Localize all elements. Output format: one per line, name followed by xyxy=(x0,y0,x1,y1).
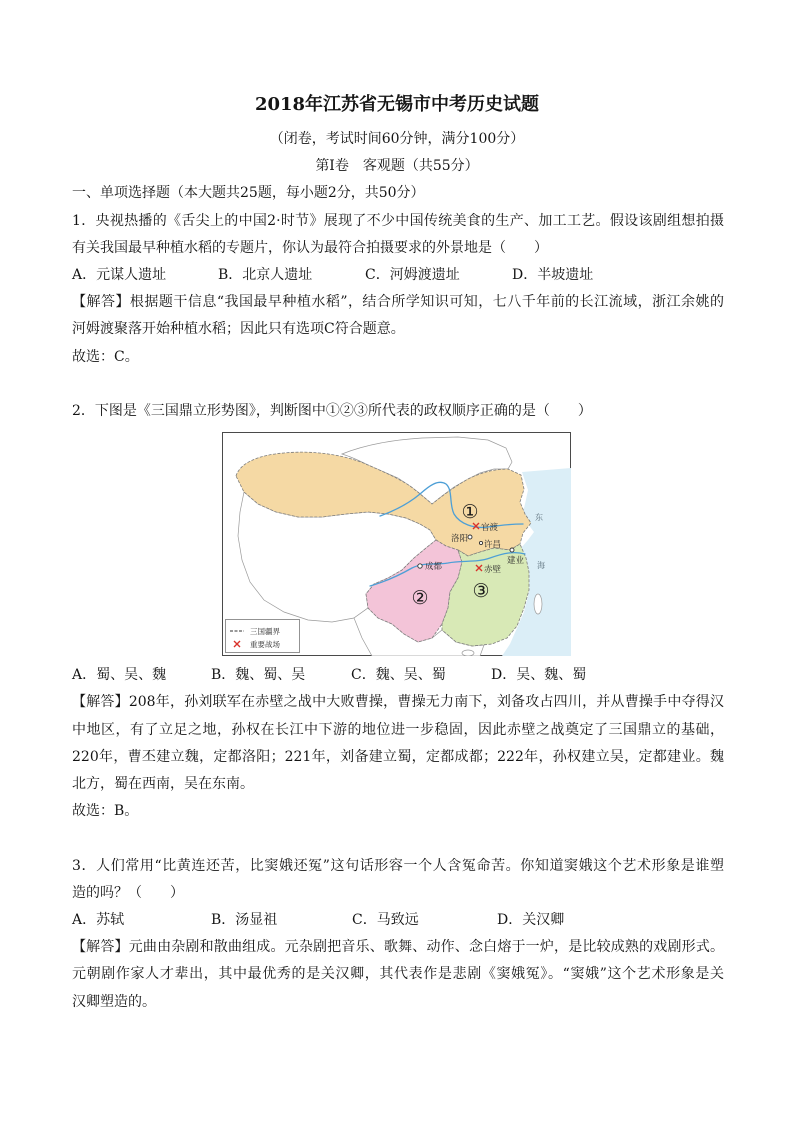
question-3 xyxy=(72,853,724,1016)
island-outline xyxy=(534,594,542,614)
three-kingdoms-map xyxy=(222,432,571,656)
island-outline xyxy=(462,650,474,656)
region-3-label: ③ xyxy=(472,579,490,602)
solution-line: 河姆渡聚落开始种植水稻；因此只有选项C符合题意。 xyxy=(72,321,405,338)
xuchang-city-marker xyxy=(479,541,482,544)
answer-options xyxy=(72,262,724,289)
solution-line: 元朝剧作家人才辈出，其中最优秀的是关汉卿，其代表作是悲剧《窦娥冤》。“窦娥”这个艺术形象是关 xyxy=(72,966,724,983)
option-c: C．魏、吴、蜀 xyxy=(351,667,446,684)
region-2-label: ② xyxy=(411,586,429,609)
question-stem-line: 3．人们常用“比黄连还苦，比窦娥还冤”这句话形容一个人含冤命苦。你知道窦娥这个艺术形象是谁塑 xyxy=(72,857,724,874)
jianye-city-marker xyxy=(510,548,514,552)
place-label-guandu: 官渡 xyxy=(481,522,499,533)
region-1-label: ① xyxy=(461,500,479,523)
question-stem-line: 1．央视热播的《舌尖上的中国2·时节》展现了不少中国传统美食的生产、加工工艺。假设该剧组想拍摄 xyxy=(72,212,724,229)
answer-options xyxy=(72,662,724,689)
option-b: B．北京人遗址 xyxy=(218,266,313,283)
question-stem-line: 2．下图是《三国鼎立形势图》，判断图中①②③所代表的政权顺序正确的是（ ） xyxy=(72,402,592,419)
place-label-chibi: 赤壁 xyxy=(484,564,502,575)
sea-label: 东 xyxy=(535,512,543,522)
exam-subtitle: （闭卷，考试时间60分钟，满分100分） xyxy=(269,131,525,147)
final-answer: 故选：B。 xyxy=(72,803,139,820)
place-label-luoyang: 洛阳 xyxy=(451,533,469,544)
option-c: C．河姆渡遗址 xyxy=(365,266,460,283)
option-a: A．苏轼 xyxy=(72,911,125,928)
legend-label-battle: 重要战场 xyxy=(250,639,280,649)
question-1 xyxy=(72,208,724,371)
exam-body xyxy=(72,180,724,1015)
solution-line: 北方，蜀在西南，吴在东南。 xyxy=(72,776,254,793)
place-label-chengdu: 成都 xyxy=(425,561,443,572)
solution-line: 中地区，有了立足之地，孙权在长江中下游的地位进一步稳固，因此赤壁之战奠定了三国鼎立的基础， xyxy=(72,721,724,738)
option-a: A．元谋人遗址 xyxy=(72,266,167,283)
solution-line: 【解答】元曲由杂剧和散曲组成。元杂剧把音乐、歌舞、动作、念白熔于一炉，是比较成熟的戏剧形式。 xyxy=(72,939,724,956)
option-d: D．半坡遗址 xyxy=(512,266,594,283)
solution-line: 【解答】根据题干信息“我国最早种植水稻”，结合所学知识可知，七八千年前的长江流域，浙江余姚的 xyxy=(72,294,724,311)
option-c: C．马致远 xyxy=(352,911,419,928)
legend-label-border: 三国疆界 xyxy=(250,626,280,636)
option-b: B．汤显祖 xyxy=(211,911,278,928)
solution-line: 汉卿塑造的。 xyxy=(72,993,156,1010)
solution-line: 220年，曹丕建立魏，定都洛阳；221年，刘备建立蜀，定都成都；222年，孙权建立吴，定都建业。魏 xyxy=(72,748,724,765)
final-answer: 故选：C。 xyxy=(72,348,139,365)
part-heading: 一、单项选择题（本大题共25题，每小题2分，共50分） xyxy=(72,185,425,202)
luoyang-city-marker xyxy=(468,535,472,539)
place-label-jianye: 建业 xyxy=(507,555,525,566)
place-label-xuchang: 许昌 xyxy=(484,539,502,550)
option-a: A．蜀、吴、魏 xyxy=(72,667,167,684)
question-stem-line: 有关我国最早种植水稻的专题片，你认为最符合拍摄要求的外景地是（ ） xyxy=(72,239,548,256)
exam-title: 2018年江苏省无锡市中考历史试题 xyxy=(254,94,540,115)
question-figure xyxy=(72,425,724,662)
question-2 xyxy=(72,398,724,826)
chengdu-city-marker xyxy=(418,564,422,568)
sea-label: 海 xyxy=(537,560,545,570)
option-d: D．吴、魏、蜀 xyxy=(491,667,587,684)
solution-line: 【解答】208年，孙刘联军在赤壁之战中大败曹操，曹操无力南下，刘备攻占四川，并从曹操手中夺得汉 xyxy=(72,694,724,711)
question-stem-line: 造的吗？（ ） xyxy=(72,884,184,901)
option-d: D．关汉卿 xyxy=(497,911,565,928)
section-title: 第Ⅰ卷 客观题（共55分） xyxy=(315,158,479,175)
answer-options xyxy=(72,907,724,934)
option-b: B．魏、蜀、吴 xyxy=(211,667,306,684)
